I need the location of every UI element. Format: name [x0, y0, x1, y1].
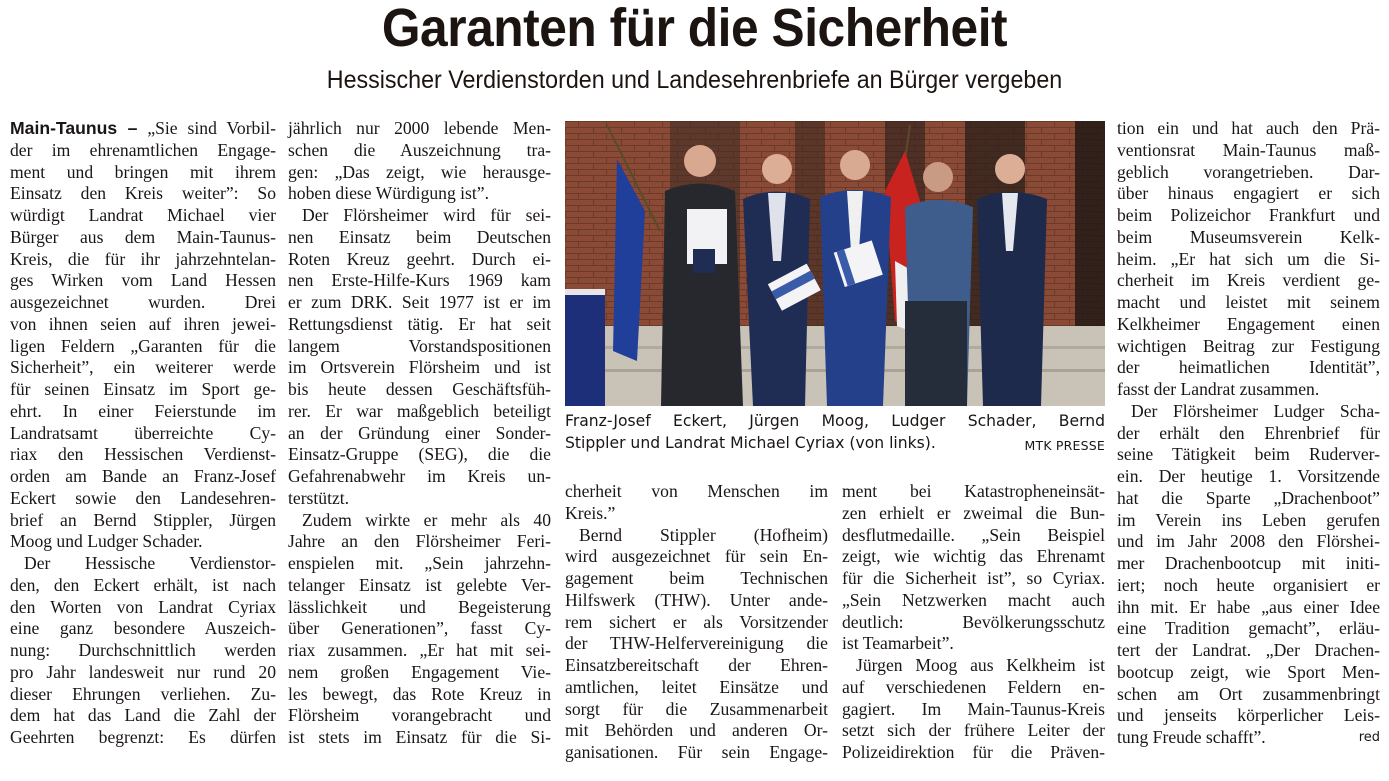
article-line: gen: „Das zeigt, wie herausge- [288, 161, 551, 182]
article-line: schen am Ort zusammenbringt [1117, 683, 1380, 704]
article-line: ventionsrat Main-Taunus maß- [1117, 139, 1380, 160]
article-line: Bürger aus dem Main-Taunus- [10, 226, 276, 247]
article-line: er zum DRK. Seit 1977 ist er im [288, 292, 551, 312]
article-line: ist Teamarbeit”. [842, 633, 954, 654]
article-line: gagiert. Im Main-Taunus-Kreis [842, 698, 1105, 719]
article-line: wird ausgezeichnet für sein En- [565, 546, 828, 567]
photo-caption [565, 410, 1105, 457]
article-line: der im ehrenamtlichen Engage- [10, 139, 276, 160]
caption-text: Stippler und Landrat Michael Cyriax (von links). [565, 434, 936, 452]
article-line: Jürgen Moog aus Kelkheim ist [856, 655, 1105, 675]
article-line: Flörsheim vorangebracht und [288, 705, 551, 726]
article-line: rer. Er war maßgeblich beteiligt [288, 400, 551, 421]
caption-line-1: Franz-Josef Eckert, Jürgen Moog, Ludger Schader, Bernd [565, 412, 1105, 430]
article-line: der heimatlichen Identität”, [1117, 357, 1380, 378]
article-line: eine ganz besondere Auszeich- [10, 618, 276, 639]
article-line: amtlichen, leitet Einsätze und [565, 676, 828, 697]
article-line: schen die Auszeichnung tra- [288, 139, 551, 160]
article-line: Landratsamt überreichte Cy- [10, 422, 276, 443]
article-line: über hinaus engagiert er sich [1117, 183, 1380, 204]
article-line: den, den Eckert erhält, ist nach [10, 574, 276, 595]
article-line: Jahre an den Flörsheimer Feri- [288, 531, 551, 552]
article-line: dem hat das Land die Zahl der [10, 705, 276, 726]
article-line: mit Behörden und anderen Or- [565, 720, 828, 741]
article-line: desflutmedaille. „Sein Beispiel [842, 524, 1105, 545]
article-line: iert; noch heute organisiert er [1117, 574, 1380, 595]
article-line: macht und leistet mit seinem [1117, 292, 1380, 312]
article-line: zen erhielt er zweimal die Bun- [842, 502, 1105, 523]
article-line: lässlichkeit und Begeisterung [288, 596, 551, 617]
article-line: nen Einsatz beim Deutschen [288, 226, 551, 247]
article-line: eine Tradition gemacht”, erläu- [1117, 618, 1380, 639]
article-column-3 [565, 481, 828, 764]
article-line: bootcup zeigt, wie Sport Men- [1117, 661, 1380, 682]
article-line: cherheit im Kreis verdient ge- [1117, 270, 1380, 291]
article-line: dieser Ehrungen verliehen. Zu- [10, 683, 276, 704]
article-line: gagement beim Technischen [565, 568, 828, 588]
article-line: der THW-Helfervereinigung die [565, 633, 828, 654]
article-line: jährlich nur 2000 lebende Men- [288, 118, 551, 138]
article-column-1 [10, 118, 276, 749]
article-line: ges Wirken vom Land Hessen [10, 270, 276, 291]
article-line: Der Hessische Verdienstor- [24, 553, 276, 573]
caption-line-2 [565, 432, 1105, 454]
article-line: pro Jahr landesweit nur rund 20 [10, 661, 276, 682]
article-line: deutlich: Bevölkerungsschutz [842, 611, 1105, 632]
article-line: enspielen mit. „Sein jahrzehn- [288, 553, 551, 573]
dateline: Main-Taunus – [10, 118, 138, 138]
article-line: ist stets im Einsatz für die Si- [288, 727, 551, 747]
article-line: setzt sich der frühere Leiter der [842, 720, 1105, 741]
article-line: von ihnen seien auf ihren jewei- [10, 313, 276, 334]
article-line: Sicherheit”, ein weiterer werde [10, 357, 276, 378]
article-line: riax zusammen. „Er hat mit sei- [288, 640, 551, 660]
article-line: Geehrten begrenzt: Es dürfen [10, 727, 276, 747]
article-line: ganisationen. Für sein Engage- [565, 742, 828, 762]
article-line: Einsatz-Gruppe (SEG), die die [288, 444, 551, 465]
author-signature: red [1358, 730, 1380, 745]
headline: Garanten für die Sicherheit [381, 0, 1008, 58]
article-line: langem Vorstandspositionen [288, 335, 551, 356]
article-line: Einsatz den Kreis weiter”: So [10, 183, 276, 204]
photo-credit: MTK PRESSE [1024, 438, 1105, 453]
article-line: der erhält den Ehrenbrief für [1117, 422, 1380, 443]
article-column-5 [1117, 118, 1380, 749]
article-line: Zudem wirkte er mehr als 40 [302, 509, 551, 530]
article-line: ment bei Katastropheneinsät- [842, 481, 1105, 501]
article-line: hat die Sparte „Drachenboot” [1117, 487, 1380, 508]
article-line: Main-Taunus – „Sie sind Vorbil- [10, 118, 276, 138]
article-line: Kreis.” [565, 502, 616, 523]
article-line: ein. Der heutige 1. Vorsitzende [1117, 466, 1380, 486]
article-column-4 [842, 481, 1105, 764]
article-line: brief an Bernd Stippler, Jürgen [10, 509, 276, 530]
article-line: für seinen Einsatz im Sport ge- [10, 379, 276, 399]
article-line: ausgezeichnet wurden. Drei [10, 292, 276, 312]
article-line: Einsatzbereitschaft der Ehren- [565, 655, 828, 675]
article-photo [565, 121, 1105, 406]
article-line: orden am Bande an Franz-Josef [10, 466, 276, 486]
article-line: den Worten von Landrat Cyriax [10, 596, 276, 617]
photo-illustration [565, 121, 1105, 406]
article-line: riax den Hessischen Verdienst- [10, 444, 276, 465]
article-line: rem sichert er als Vorsitzender [565, 611, 828, 632]
article-line: und im Jahr 2008 den Flörshei- [1117, 531, 1380, 552]
article-line: nem großen Engagement Vie- [288, 661, 551, 682]
article-line: geblich vorangetrieben. Dar- [1117, 161, 1380, 182]
article-line: tion ein und hat auch den Prä- [1117, 118, 1380, 138]
article-line: Moog und Ludger Schader. [10, 531, 203, 552]
article-line: auf verschiedenen Feldern en- [842, 676, 1105, 697]
article-line: und jenseits körperlicher Leis- [1117, 705, 1380, 726]
article-line: zeigt, wie wichtig das Ehrenamt [842, 546, 1105, 567]
subheadline: Hessischer Verdienstorden und Landesehrenbriefe an Bürger vergeben [326, 66, 1063, 94]
article-line: telanger Einsatz ist gelebte Ver- [288, 574, 551, 595]
article-line: Kreis, die für ihr jahrzehntelan- [10, 248, 276, 269]
article-line: beim Polizeichor Frankfurt und [1117, 205, 1380, 225]
article-line: beim Museumsverein Kelk- [1117, 226, 1380, 247]
article-line: wichtigen Beitrag zur Festigung [1117, 335, 1380, 356]
article-line: ihn mit. Er habe „aus einer Idee [1117, 596, 1380, 617]
article-line: sorgt für die Zusammenarbeit [565, 698, 828, 719]
article-line: würdigt Landrat Michael vier [10, 205, 276, 225]
article-column-2 [288, 118, 551, 749]
article-line: Der Flörsheimer wird für sei- [302, 205, 551, 225]
article-line: „Sein Netzwerken macht auch [842, 589, 1105, 610]
article-line: ligen Feldern „Garanten für die [10, 335, 276, 356]
article-line: Polizeidirektion für die Präven- [842, 742, 1105, 762]
article-line: im Ortsverein Flörsheim und ist [288, 357, 551, 378]
article-line: nen Erste-Hilfe-Kurs 1969 kam [288, 270, 551, 291]
article-line: hoben diese Würdigung ist”. [288, 183, 489, 204]
article-line: Eckert sowie den Landesehren- [10, 487, 276, 508]
article-line: Roten Kreuz geehrt. Durch ei- [288, 248, 551, 269]
article-line: tung Freude schafft”. red [1117, 727, 1380, 747]
article-line: Kelkheimer Engagement einen [1117, 313, 1380, 334]
article-line: cherheit von Menschen im [565, 481, 828, 501]
article-line: seine Tätigkeit beim Ruderver- [1117, 444, 1380, 465]
article-line: Bernd Stippler (Hofheim) [579, 524, 828, 545]
article-line: ment und bringen mit ihrem [10, 161, 276, 182]
article-line: terstützt. [288, 487, 350, 508]
article-line: fasst der Landrat zusammen. [1117, 379, 1320, 399]
article-line: im Verein ins Leben gerufen [1117, 509, 1380, 530]
article-line: les bewegt, das Rote Kreuz in [288, 683, 551, 704]
article-line: ehrt. In einer Feierstunde im [10, 400, 276, 421]
article-line: für die Sicherheit ist”, so Cyriax. [842, 568, 1105, 588]
article-line: Hilfswerk (THW). Unter ande- [565, 589, 828, 610]
article-line: an der Gründung einer Sonder- [288, 422, 551, 443]
article-line: tert der Landrat. „Der Drachen- [1117, 640, 1380, 660]
article-line: über Generationen”, fasst Cy- [288, 618, 551, 639]
article-line: mer Drachenbootcup mit initi- [1117, 553, 1380, 573]
article-line: Gefahrenabwehr im Kreis un- [288, 466, 551, 486]
article-line: Rettungsdienst tätig. Er hat seit [288, 313, 551, 334]
article-line: bis heute dessen Geschäftsfüh- [288, 379, 551, 399]
article-line: heim. „Er hat sich um die Si- [1117, 248, 1380, 269]
article-line: Der Flörsheimer Ludger Scha- [1131, 400, 1380, 421]
article-line: nung: Durchschnittlich werden [10, 640, 276, 660]
